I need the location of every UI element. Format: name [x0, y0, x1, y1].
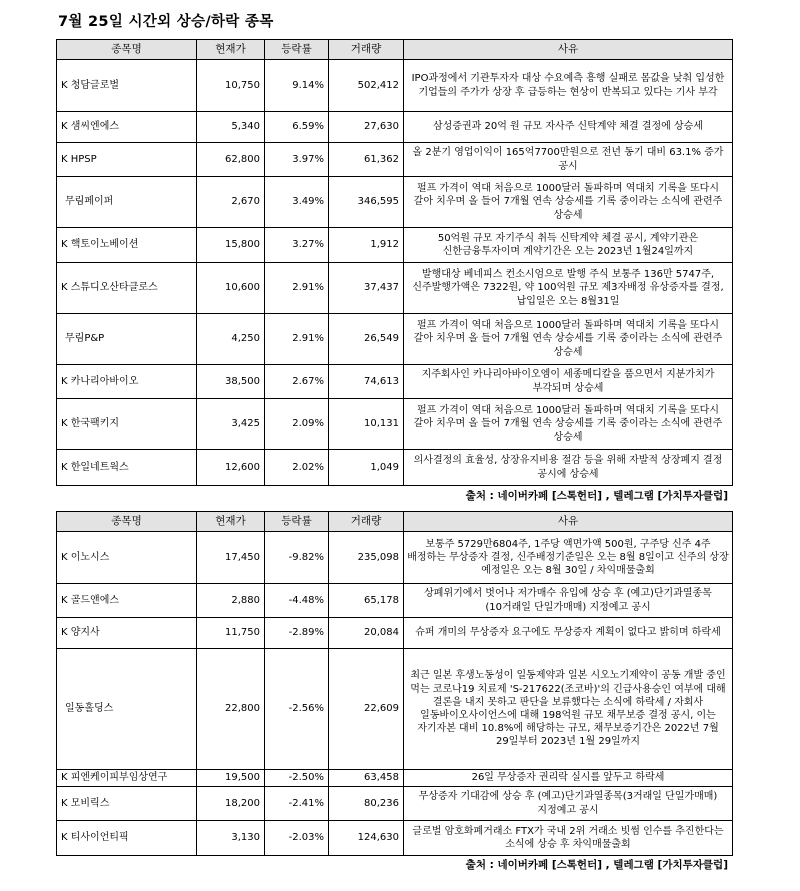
current-price: 19,500: [197, 770, 265, 787]
current-price: 3,130: [197, 821, 265, 856]
change-rate: -2.89%: [265, 618, 329, 649]
reason-text: 올 2분기 영업이익이 165억7700만원으로 전년 동기 대비 63.1% 증가 공시: [404, 143, 733, 177]
source-credit-rising: 출처 : 네이버카페 [스톡헌터] , 텔레그램 [가치투자클럽]: [465, 490, 728, 502]
header-volume: 거래량: [329, 40, 404, 60]
stock-name: K 스튜디오산타클로스: [57, 263, 197, 314]
current-price: 10,750: [197, 60, 265, 112]
change-rate: 2.02%: [265, 450, 329, 486]
page-title: 7월 25일 시간외 상승/하락 종목: [58, 14, 274, 30]
table-row: [57, 584, 733, 618]
trade-volume: 27,630: [329, 112, 404, 143]
table-row: [57, 143, 733, 177]
current-price: 38,500: [197, 365, 265, 399]
stock-name: 무림P&P: [57, 314, 197, 365]
change-rate: 2.91%: [265, 314, 329, 365]
change-rate: -2.03%: [265, 821, 329, 856]
change-rate: -4.48%: [265, 584, 329, 618]
trade-volume: 80,236: [329, 787, 404, 821]
reason-text: 삼성증권과 20억 원 규모 자사주 신탁계약 체결 결정에 상승세: [404, 112, 733, 143]
reason-text: 슈퍼 개미의 무상증자 요구에도 무상증자 계획이 없다고 밝히며 하락세: [404, 618, 733, 649]
header-name: 종목명: [57, 40, 197, 60]
change-rate: 9.14%: [265, 60, 329, 112]
trade-volume: 20,084: [329, 618, 404, 649]
trade-volume: 63,458: [329, 770, 404, 787]
change-rate: -2.41%: [265, 787, 329, 821]
reason-text: 글로벌 암호화폐거래소 FTX가 국내 2위 거래소 빗썸 인수를 추진한다는 소식에 상승 후 차익매물출회: [404, 821, 733, 856]
trade-volume: 37,437: [329, 263, 404, 314]
trade-volume: 61,362: [329, 143, 404, 177]
header-name: 종목명: [57, 512, 197, 532]
reason-text: 지주회사인 카나리아바이오엠이 세종메디칼을 품으면서 지분가치가 부각되며 상승세: [404, 365, 733, 399]
table-row: [57, 112, 733, 143]
table-row: [57, 263, 733, 314]
reason-text: 26일 무상증자 권리락 실시를 앞두고 하락세: [404, 770, 733, 787]
change-rate: 3.49%: [265, 177, 329, 228]
reason-text: IPO과정에서 기관투자자 대상 수요예측 흥행 실패로 몸값을 낮춰 입성한 기업들의 주가가 상장 후 급등하는 현상이 반복되고 있다는 기사 부각: [404, 60, 733, 112]
current-price: 4,250: [197, 314, 265, 365]
table-row: [57, 618, 733, 649]
current-price: 17,450: [197, 532, 265, 584]
stock-name: K 한국팩키지: [57, 399, 197, 450]
current-price: 2,670: [197, 177, 265, 228]
stock-name: K 샘씨엔에스: [57, 112, 197, 143]
stock-name: 일동홀딩스: [57, 649, 197, 770]
table-row: [57, 532, 733, 584]
table-row: [57, 177, 733, 228]
current-price: 2,880: [197, 584, 265, 618]
rising-table-body: [57, 60, 733, 486]
table-row: [57, 365, 733, 399]
current-price: 15,800: [197, 228, 265, 263]
reason-text: 발행대상 베네피스 컨소시엄으로 발행 주식 보통주 136만 5747주, 신주발행가액은 7322원, 약 100억원 규모 제3자배정 유상증자를 결정, 납입일은 오는 8월31일: [404, 263, 733, 314]
stock-name: K 카나리아바이오: [57, 365, 197, 399]
header-price: 현재가: [197, 40, 265, 60]
stock-name: K 한일네트웍스: [57, 450, 197, 486]
change-rate: 2.67%: [265, 365, 329, 399]
change-rate: -9.82%: [265, 532, 329, 584]
header-price: 현재가: [197, 512, 265, 532]
reason-text: 보통주 5729만6804주, 1주당 액면가액 500원, 구주당 신주 4주 배정하는 무상증자 결정, 신주배정기준일은 오는 8월 8일이고 신주의 상장 예정일은 오는 8월 30일 / 차익매물출회: [404, 532, 733, 584]
trade-volume: 502,412: [329, 60, 404, 112]
change-rate: -2.50%: [265, 770, 329, 787]
stock-name: K HPSP: [57, 143, 197, 177]
table-row: [57, 228, 733, 263]
table-row: [57, 649, 733, 770]
change-rate: 2.09%: [265, 399, 329, 450]
header-reason: 사유: [404, 40, 733, 60]
change-rate: 3.97%: [265, 143, 329, 177]
header-change: 등락률: [265, 40, 329, 60]
falling-table-body: [57, 532, 733, 856]
table-row: [57, 450, 733, 486]
current-price: 62,800: [197, 143, 265, 177]
rising-stocks-table: [56, 39, 733, 486]
change-rate: -2.56%: [265, 649, 329, 770]
stock-name: K 양지사: [57, 618, 197, 649]
stock-name: K 티사이언티픽: [57, 821, 197, 856]
trade-volume: 65,178: [329, 584, 404, 618]
stock-name: K 핵토이노베이션: [57, 228, 197, 263]
reason-text: 의사결정의 효율성, 상장유지비용 절감 등을 위해 자발적 상장폐지 결정 공시에 상승세: [404, 450, 733, 486]
trade-volume: 1,912: [329, 228, 404, 263]
trade-volume: 124,630: [329, 821, 404, 856]
current-price: 12,600: [197, 450, 265, 486]
trade-volume: 22,609: [329, 649, 404, 770]
trade-volume: 26,549: [329, 314, 404, 365]
table-header-row: [57, 40, 733, 60]
header-volume: 거래량: [329, 512, 404, 532]
current-price: 10,600: [197, 263, 265, 314]
reason-text: 무상증자 기대감에 상승 후 (예고)단기과열종목(3거래일 단일가매매) 지정예고 공시: [404, 787, 733, 821]
current-price: 18,200: [197, 787, 265, 821]
reason-text: 상폐위기에서 벗어나 저가매수 유입에 상승 후 (예고)단기과열종목(10거래일 단일가매매) 지정예고 공시: [404, 584, 733, 618]
table-row: [57, 787, 733, 821]
stock-name: K 모비릭스: [57, 787, 197, 821]
stock-name: 무림페이퍼: [57, 177, 197, 228]
trade-volume: 1,049: [329, 450, 404, 486]
source-credit-falling: 출처 : 네이버카페 [스톡헌터] , 텔레그램 [가치투자클럽]: [465, 859, 728, 871]
stock-name: K 이노시스: [57, 532, 197, 584]
table-header-row: [57, 512, 733, 532]
reason-text: 최근 일본 후생노동성이 일동제약과 일본 시오노기제약이 공동 개발 중인 먹는 코로나19 치료제 'S-217622(조코바)'의 긴급사용승인 여부에 대해 결론을 내지 못하고 판단을 보류했다는 소식에 하락세 / 자회사 일동바이오사이언스에 대해 198억원 규모 채무보증 결정 공시, 이는 자기자본 대비 10.8%에 해당하는 규모, 채무보증기간은 2022년 7월 29일부터 2023년 1월 29일까지: [404, 649, 733, 770]
stock-name: K 피엔케이피부임상연구: [57, 770, 197, 787]
change-rate: 2.91%: [265, 263, 329, 314]
header-reason: 사유: [404, 512, 733, 532]
current-price: 22,800: [197, 649, 265, 770]
current-price: 5,340: [197, 112, 265, 143]
table-row: [57, 314, 733, 365]
reason-text: 펄프 가격이 역대 처음으로 1000달러 돌파하며 역대치 기록을 또다시 갈아 치우며 올 들어 7개월 연속 상승세를 기록 중이라는 소식에 관련주 상승세: [404, 177, 733, 228]
trade-volume: 74,613: [329, 365, 404, 399]
change-rate: 6.59%: [265, 112, 329, 143]
stock-name: K 골드앤에스: [57, 584, 197, 618]
trade-volume: 10,131: [329, 399, 404, 450]
table-row: [57, 60, 733, 112]
header-change: 등락률: [265, 512, 329, 532]
reason-text: 50억원 규모 자기주식 취득 신탁계약 체결 공시, 계약기관은 신한금융투자이며 계약기간은 오는 2023년 1월24일까지: [404, 228, 733, 263]
table-row: [57, 770, 733, 787]
reason-text: 펄프 가격이 역대 처음으로 1000달러 돌파하며 역대치 기록을 또다시 갈아 치우며 올 들어 7개월 연속 상승세를 기록 중이라는 소식에 관련주 상승세: [404, 314, 733, 365]
current-price: 3,425: [197, 399, 265, 450]
reason-text: 펄프 가격이 역대 처음으로 1000달러 돌파하며 역대치 기록을 또다시 갈아 치우며 올 들어 7개월 연속 상승세를 기록 중이라는 소식에 관련주 상승세: [404, 399, 733, 450]
trade-volume: 235,098: [329, 532, 404, 584]
table-row: [57, 821, 733, 856]
change-rate: 3.27%: [265, 228, 329, 263]
trade-volume: 346,595: [329, 177, 404, 228]
table-row: [57, 399, 733, 450]
current-price: 11,750: [197, 618, 265, 649]
falling-stocks-table: [56, 511, 733, 856]
stock-name: K 청담글로벌: [57, 60, 197, 112]
